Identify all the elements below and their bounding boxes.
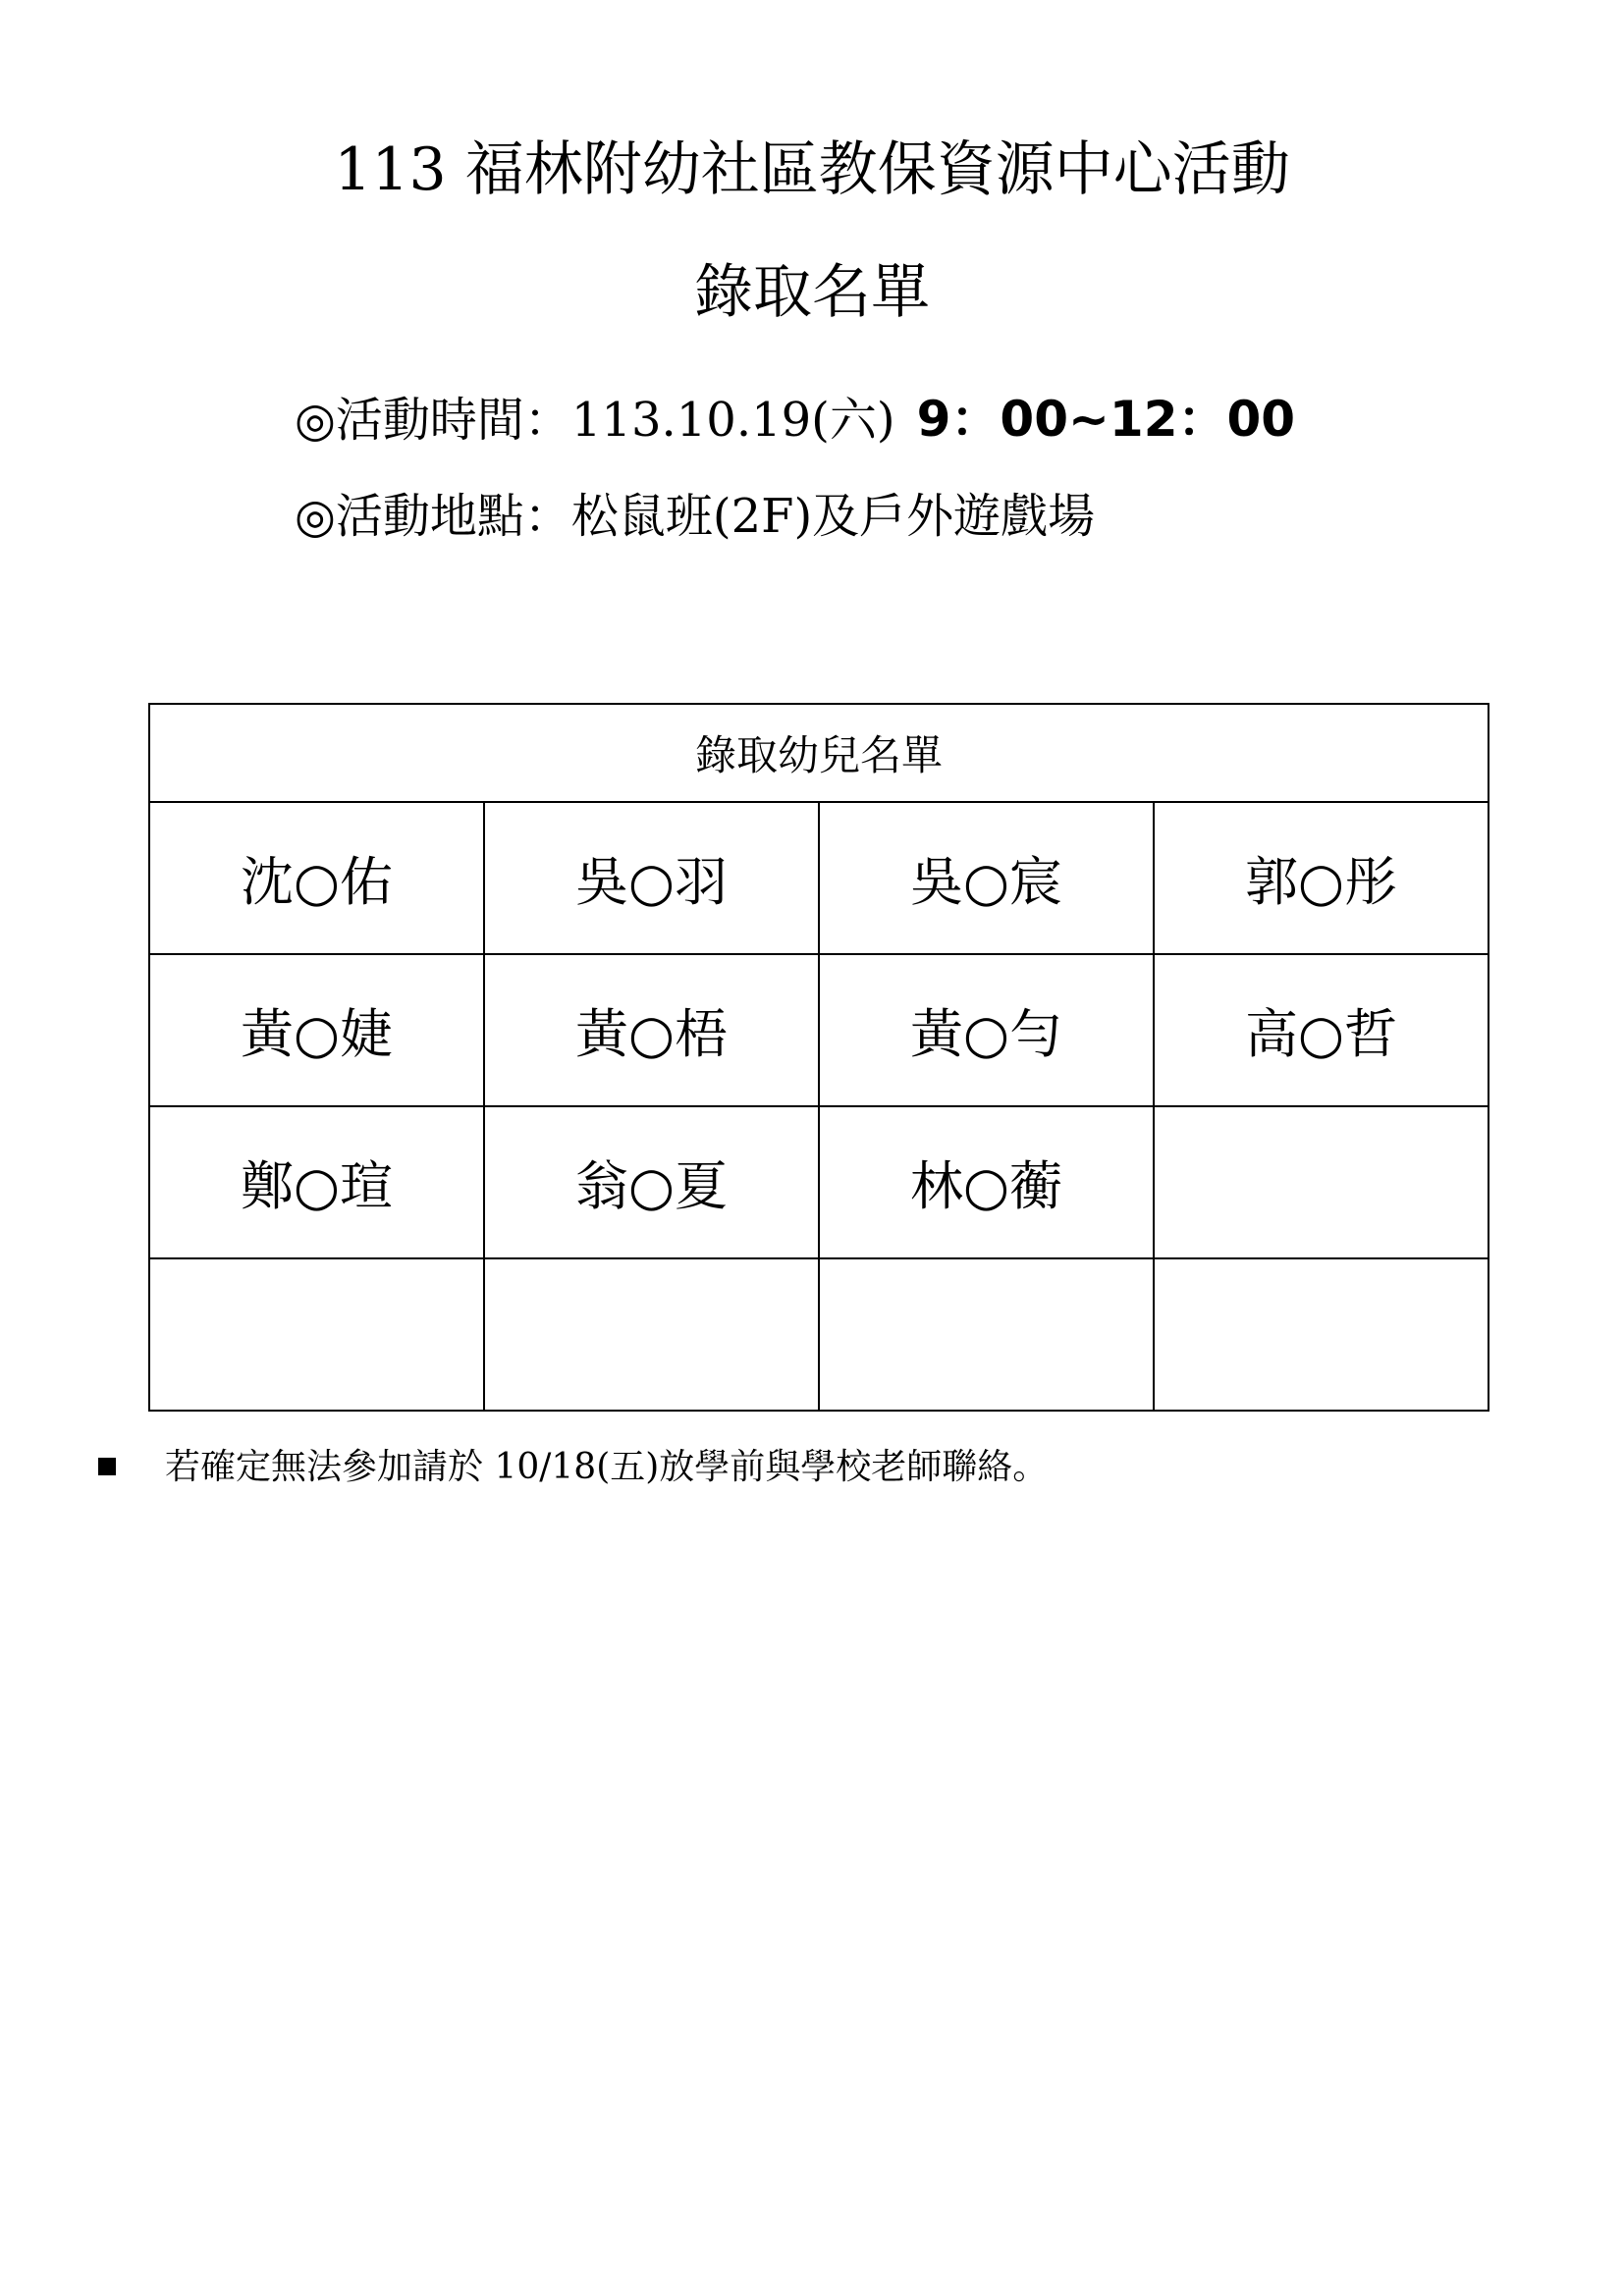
table-cell: 高○哲 bbox=[1154, 954, 1489, 1106]
table-cell bbox=[819, 1258, 1154, 1411]
table-cell: 沈○佑 bbox=[149, 802, 484, 954]
table-cell: 黃○婕 bbox=[149, 954, 484, 1106]
square-bullet-icon bbox=[98, 1458, 116, 1475]
table-cell: 鄭○瑄 bbox=[149, 1106, 484, 1258]
notice-line bbox=[98, 1447, 1049, 1487]
table-row bbox=[149, 1258, 1489, 1411]
event-place-line: ◎活動地點：松鼠班(2F)及戶外遊戲場 bbox=[295, 489, 1096, 544]
admission-roster-table bbox=[148, 703, 1489, 1412]
table-row bbox=[149, 802, 1489, 954]
table-cell: 黃○勻 bbox=[819, 954, 1154, 1106]
notice-text: 若確定無法參加請於 10/18(五)放學前與學校老師聯絡。 bbox=[165, 1447, 1049, 1487]
table-cell: 吳○羽 bbox=[484, 802, 819, 954]
document-title: 113 福林附幼社區教保資源中心活動 bbox=[334, 135, 1290, 204]
table-cell bbox=[1154, 1258, 1489, 1411]
document-subtitle: 錄取名單 bbox=[694, 258, 930, 327]
event-time-line bbox=[295, 391, 1296, 448]
table-cell: 黃○梧 bbox=[484, 954, 819, 1106]
event-time-value: 9：00~12：00 bbox=[916, 391, 1296, 448]
table-cell bbox=[484, 1258, 819, 1411]
table-row bbox=[149, 1106, 1489, 1258]
table-row bbox=[149, 954, 1489, 1106]
table-cell: 林○蘅 bbox=[819, 1106, 1154, 1258]
table-header-row bbox=[149, 704, 1489, 802]
event-time-label: ◎活動時間：113.10.19(六) bbox=[295, 393, 895, 448]
table-cell bbox=[1154, 1106, 1489, 1258]
table-cell: 吳○宸 bbox=[819, 802, 1154, 954]
table-cell: 郭○彤 bbox=[1154, 802, 1489, 954]
table-cell: 翁○夏 bbox=[484, 1106, 819, 1258]
table-cell bbox=[149, 1258, 484, 1411]
table-header: 錄取幼兒名單 bbox=[149, 704, 1489, 802]
